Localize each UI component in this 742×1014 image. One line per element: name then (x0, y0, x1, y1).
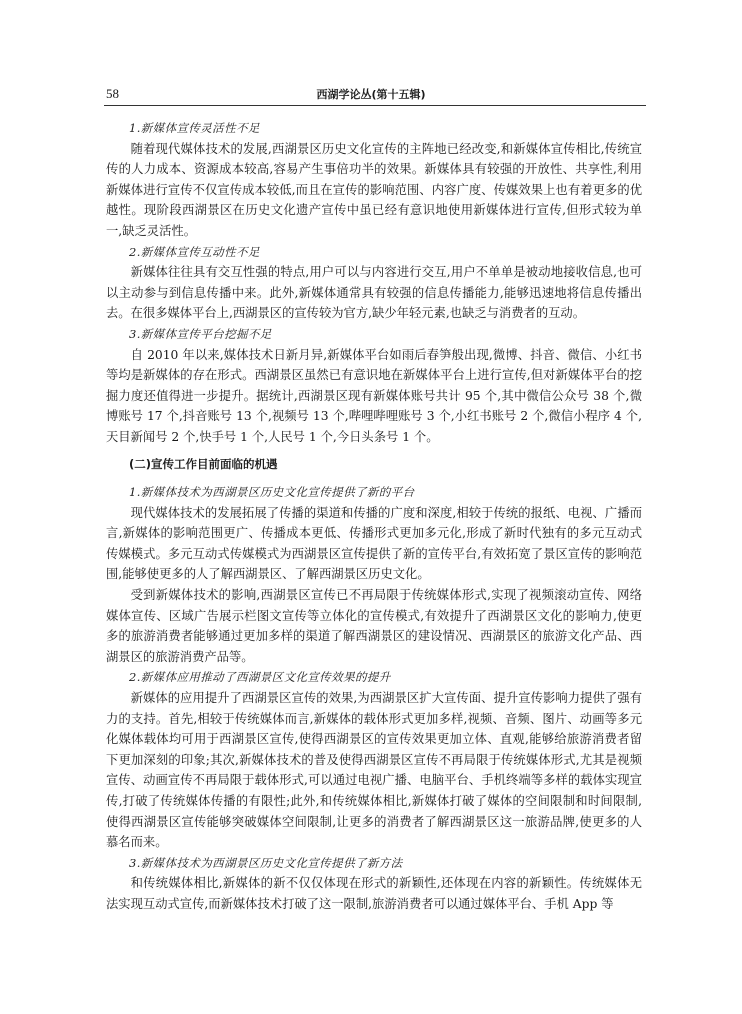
subheading-4: 1.新媒体技术为西湖景区历史文化宣传提供了新的平台 (129, 485, 415, 500)
subheading-1: 1.新媒体宣传灵活性不足 (129, 121, 260, 135)
subheading-3: 3.新媒体宣传平台挖掘不足 (129, 326, 272, 341)
page-body (106, 118, 642, 915)
paragraph-2: 新媒体往往具有交互性强的特点,用户可以与内容进行交互,用户不单单是被动地接收信息,也可以主动参与到信息传播中来。此外,新媒体通常具有较强的信息传播能力,能够迅速地将信息传播出去。在很多媒体平台上,西湖景区的宣传较为官方,缺少年轻元素,也缺乏与消费者的互动。 (106, 265, 642, 321)
subheading-6: 3.新媒体技术为西湖景区历史文化宣传提供了新方法 (129, 855, 403, 870)
section-heading: (二)宣传工作目前面临的机遇 (129, 456, 278, 471)
paragraph-4: 现代媒体技术的发展拓展了传播的渠道和传播的广度和深度,相较于传统的报纸、电视、广播而言,新媒体的影响范围更广、传播成本更低、传播形式更加多元化,形成了新时代独有的多元互动式传媒模式。多元互动式传媒模式为西湖景区宣传提供了新的宣传平台,有效拓宽了景区宣传的影响范围,能够使更多的人了解西湖景区、了解西湖景区历史文化。 (106, 505, 642, 582)
page-number: 58 (106, 86, 119, 101)
paragraph-6: 新媒体的应用提升了西湖景区宣传的效果,为西湖景区扩大宣传面、提升宣传影响力提供了强有力的支持。首先,相较于传统媒体而言,新媒体的载体形式更加多样,视频、音频、图片、动画等多元化媒体载体均可用于西湖景区宣传,使得西湖景区的宣传效果更加立体、直观,能够给旅游消费者留下更加深刻的印象;其次,新媒体技术的普及使得西湖景区宣传不再局限于传统媒体形式,尤其是视频宣传、动画宣传不再局限于载体形式,可以通过电视广播、电脑平台、手机终端等多样的载体实现宣传,打破了传统媒体传播的有限性;此外,和传统媒体相比,新媒体打破了媒体的空间限制和时间限制,使得西湖景区宣传能够突破媒体空间限制,让更多的消费者了解西湖景区这一旅游品牌,使更多的人慕名而来。 (106, 691, 642, 850)
subheading-5: 2.新媒体应用推动了西湖景区文化宣传效果的提升 (129, 670, 391, 685)
paragraph-3: 自 2010 年以来,媒体技术日新月异,新媒体平台如雨后春笋般出现,微博、抖音、微信、小红书等均是新媒体的存在形式。西湖景区虽然已有意识地在新媒体平台上进行宣传,但对新媒体平台的挖掘力度还值得进一步提升。据统计,西湖景区现有新媒体账号共计 95 个,其中微信公众号 38 个,微博账号 17 个,抖音账号 13 个,视频号 13 个,哔哩哔哩账号 3 个,小红书账号 2 个,微信小程序 4 个,天目新闻号 2 个,快手号 1 个,人民号 1 个,今日头条号 1 个。 (106, 347, 642, 444)
subheading-2: 2.新媒体宣传互动性不足 (129, 244, 260, 259)
running-header: 西湖学论丛(第十五辑) (316, 88, 426, 101)
paragraph-5: 受到新媒体技术的影响,西湖景区宣传已不再局限于传统媒体形式,实现了视频滚动宣传、网络媒体宣传、区域广告展示栏图文宣传等立体化的宣传模式,有效提升了西湖景区文化的影响力,使更多的旅游消费者能够通过更加多样的渠道了解西湖景区的建设情况、西湖景区的旅游文化产品、西湖景区的旅游消费产品等。 (106, 588, 642, 664)
header-rule (104, 105, 646, 106)
paragraph-7: 和传统媒体相比,新媒体的新不仅仅体现在形式的新颖性,还体现在内容的新颖性。传统媒体无法实现互动式宣传,而新媒体技术打破了这一限制,旅游消费者可以通过媒体平台、手机 App 等 (106, 876, 642, 911)
paragraph-1: 随着现代媒体技术的发展,西湖景区历史文化宣传的主阵地已经改变,和新媒体宣传相比,传统宣传的人力成本、资源成本较高,容易产生事倍功半的效果。新媒体具有较强的开放性、共享性,利用新媒体进行宣传不仅宣传成本较低,而且在宣传的影响范围、内容广度、传媒效果上也有着更多的优越性。现阶段西湖景区在历史文化遗产宣传中虽已经有意识地使用新媒体进行宣传,但形式较为单一,缺乏灵活性。 (106, 141, 642, 238)
